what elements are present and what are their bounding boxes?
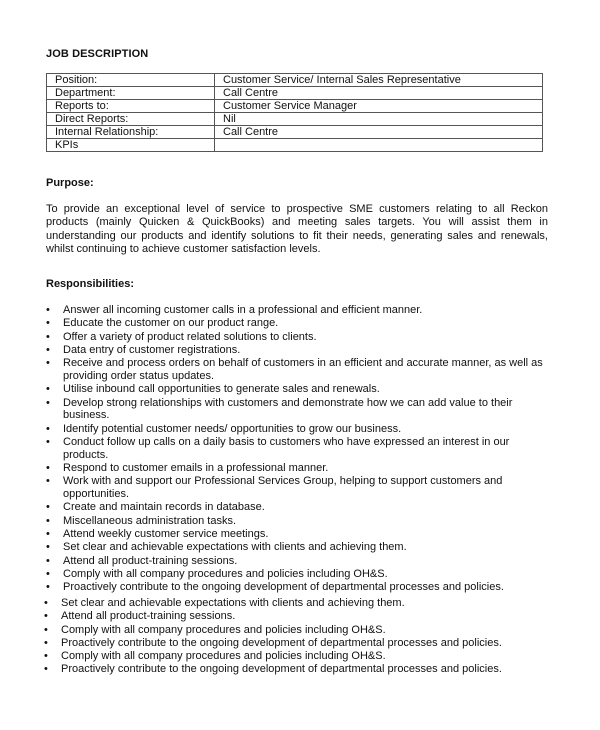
bullet-icon: • bbox=[46, 541, 50, 554]
bullet-icon: • bbox=[46, 501, 50, 514]
table-label-cell: Internal Relationship: bbox=[47, 126, 215, 139]
list-item bbox=[46, 317, 548, 330]
list-item-text: Comply with all company procedures and policies including OH&S. bbox=[61, 623, 386, 636]
bullet-icon: • bbox=[44, 650, 48, 663]
bullet-icon: • bbox=[44, 663, 48, 676]
bullet-icon: • bbox=[46, 528, 50, 541]
bullet-icon: • bbox=[46, 567, 50, 580]
list-item-text: Utilise inbound call opportunities to generate sales and renewals. bbox=[63, 383, 380, 396]
list-item bbox=[46, 475, 548, 501]
list-item-text: Identify potential customer needs/ opportunities to grow our business. bbox=[63, 422, 402, 435]
bullet-icon: • bbox=[44, 623, 48, 636]
table-row bbox=[47, 74, 543, 87]
list-item bbox=[46, 555, 548, 568]
bullet-icon: • bbox=[46, 475, 50, 488]
list-item-text: Proactively contribute to the ongoing development of departmental processes and policies. bbox=[63, 581, 504, 594]
list-item-text: Respond to customer emails in a professional manner. bbox=[63, 462, 329, 475]
list-item bbox=[46, 304, 548, 317]
list-item bbox=[46, 383, 548, 396]
list-item bbox=[46, 423, 548, 436]
bullet-icon: • bbox=[44, 636, 48, 649]
list-item-text: Set clear and achievable expectations with clients and achieving them. bbox=[63, 541, 407, 554]
purpose-line: products (mainly Quicken & QuickBooks) and meeting sales targets. You will assist them in bbox=[46, 216, 548, 229]
table-value-cell: Nil bbox=[215, 113, 543, 126]
bullet-icon: • bbox=[46, 581, 50, 594]
list-item bbox=[46, 581, 548, 594]
list-item bbox=[44, 637, 548, 650]
list-item bbox=[46, 436, 548, 462]
bullet-icon: • bbox=[46, 330, 50, 343]
purpose-line: whilst continuing to achieve customer satisfaction levels. bbox=[46, 243, 321, 256]
table-value-cell: Customer Service Manager bbox=[215, 100, 543, 113]
bullet-icon: • bbox=[46, 396, 50, 409]
list-item bbox=[46, 501, 548, 514]
list-item bbox=[46, 462, 548, 475]
list-item bbox=[44, 663, 548, 676]
bullet-icon: • bbox=[44, 610, 48, 623]
bullet-icon: • bbox=[46, 514, 50, 527]
bullet-icon: • bbox=[44, 597, 48, 609]
list-item-text: Data entry of customer registrations. bbox=[63, 343, 241, 356]
list-item-text: Attend all product-training sessions. bbox=[63, 554, 238, 567]
list-item-text: Proactively contribute to the ongoing development of departmental processes and policies. bbox=[61, 636, 502, 649]
list-item-text: Work with and support our Professional Services Group, helping to support customers and opportunities. bbox=[63, 475, 503, 501]
bullet-icon: • bbox=[46, 357, 50, 370]
list-item bbox=[44, 624, 548, 637]
table-row bbox=[47, 100, 543, 113]
bullet-icon: • bbox=[46, 554, 50, 567]
table-value-cell: Call Centre bbox=[215, 126, 543, 139]
list-item bbox=[44, 650, 548, 663]
job-info-table bbox=[46, 73, 543, 152]
bullet-icon: • bbox=[46, 317, 50, 330]
list-item bbox=[46, 397, 548, 423]
list-item-text: Receive and process orders on behalf of customers in an efficient and accurate manner, as well as providing order status updates. bbox=[63, 357, 543, 382]
list-item bbox=[46, 344, 548, 357]
document-title: JOB DESCRIPTION bbox=[46, 48, 149, 60]
list-item-text: Conduct follow up calls on a daily basis to customers who have expressed an interest in our products. bbox=[63, 435, 510, 461]
responsibilities-heading: Responsibilities: bbox=[46, 278, 135, 290]
bullet-icon: • bbox=[46, 422, 50, 435]
purpose-heading: Purpose: bbox=[46, 177, 94, 189]
table-label-cell: KPIs bbox=[47, 139, 215, 152]
list-item-text: Offer a variety of product related solutions to clients. bbox=[63, 330, 317, 343]
list-item-text: Comply with all company procedures and policies including OH&S. bbox=[63, 567, 388, 580]
list-item-text: Develop strong relationships with customers and demonstrate how we can add value to their business. bbox=[63, 396, 513, 422]
list-item-text: Set clear and achievable expectations with clients and achieving them. bbox=[61, 597, 405, 609]
list-item bbox=[46, 528, 548, 541]
bullet-icon: • bbox=[46, 343, 50, 356]
bullet-icon: • bbox=[46, 435, 50, 448]
purpose-paragraph bbox=[46, 203, 548, 257]
responsibilities-list bbox=[46, 304, 548, 595]
list-item bbox=[46, 568, 548, 581]
table-row bbox=[47, 113, 543, 126]
table-value-cell bbox=[215, 139, 543, 152]
list-item bbox=[44, 597, 548, 610]
list-item bbox=[46, 541, 548, 554]
purpose-line: To provide an exceptional level of service to prospective SME customers relating to all Reckon bbox=[46, 203, 548, 215]
list-item-text: Educate the customer on our product range. bbox=[63, 317, 279, 330]
table-label-cell: Department: bbox=[47, 87, 215, 100]
table-row bbox=[47, 126, 543, 139]
list-item-text: Comply with all company procedures and policies including OH&S. bbox=[61, 650, 386, 663]
list-item bbox=[46, 515, 548, 528]
table-row bbox=[47, 139, 543, 152]
table-value-cell: Customer Service/ Internal Sales Representative bbox=[215, 74, 543, 87]
list-item-text: Answer all incoming customer calls in a professional and efficient manner. bbox=[63, 304, 423, 316]
table-label-cell: Reports to: bbox=[47, 100, 215, 113]
list-item-text: Attend weekly customer service meetings. bbox=[63, 528, 269, 541]
bullet-icon: • bbox=[46, 462, 50, 475]
purpose-line: understanding our products and identify solutions to fit their needs, generating sales and renewals, bbox=[46, 229, 548, 242]
list-item bbox=[44, 610, 548, 623]
table-label-cell: Direct Reports: bbox=[47, 113, 215, 126]
table-value-cell: Call Centre bbox=[215, 87, 543, 100]
list-item bbox=[46, 331, 548, 344]
list-item-text: Miscellaneous administration tasks. bbox=[63, 514, 237, 527]
list-item-text: Create and maintain records in database. bbox=[63, 501, 265, 514]
table-row bbox=[47, 87, 543, 100]
bullet-icon: • bbox=[46, 383, 50, 396]
bullet-icon: • bbox=[46, 304, 50, 316]
list-item-text: Proactively contribute to the ongoing development of departmental processes and policies. bbox=[61, 663, 502, 676]
list-item bbox=[46, 357, 548, 383]
list-item-text: Attend all product-training sessions. bbox=[61, 610, 236, 623]
table-label-cell: Position: bbox=[47, 74, 215, 87]
responsibilities-list-repeat bbox=[44, 597, 548, 677]
